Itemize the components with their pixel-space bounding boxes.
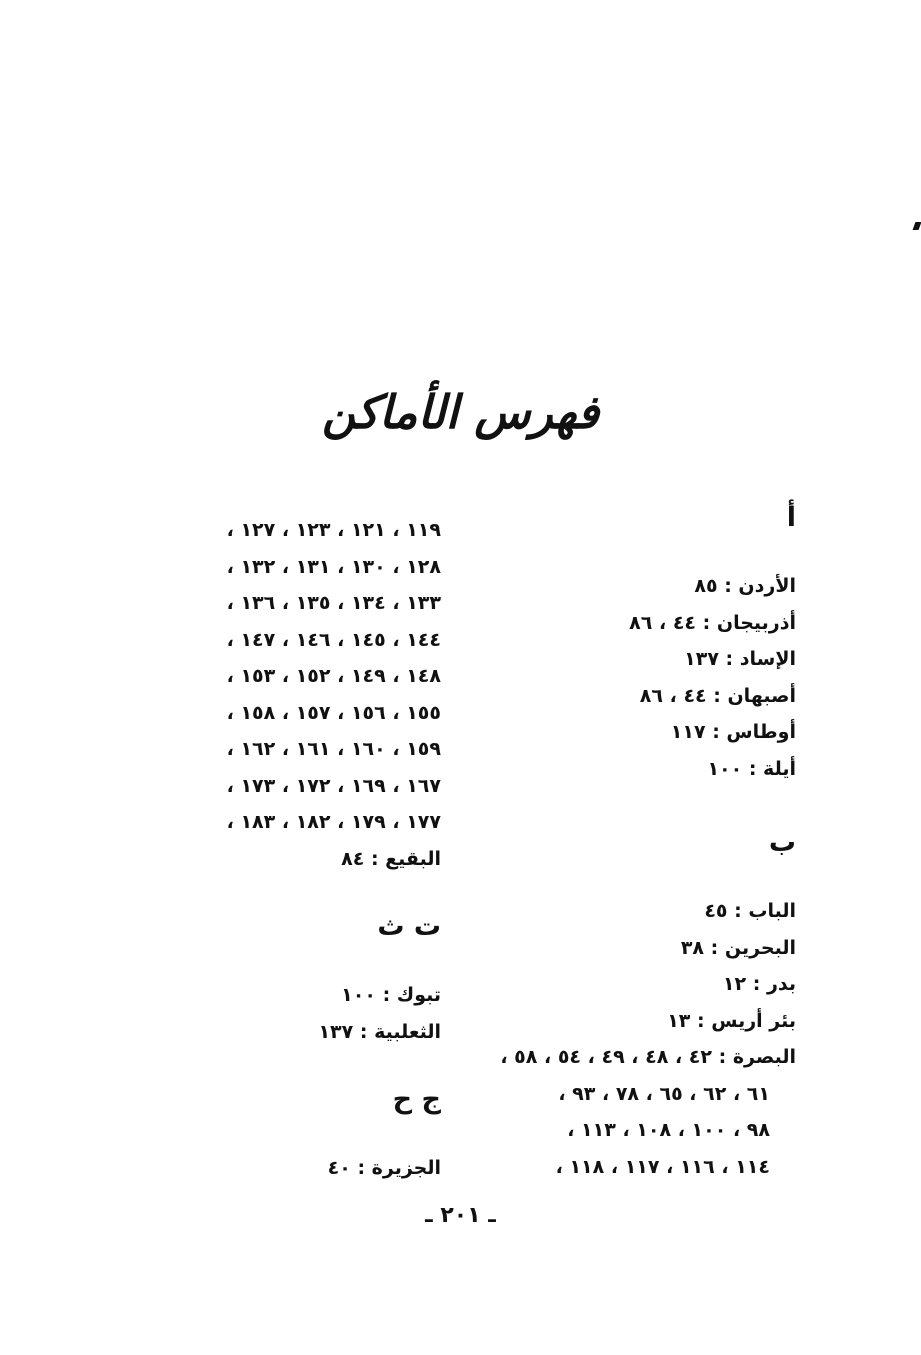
index-entry-continuation: ٩٨ ، ١٠٠ ، ١٠٨ ، ١١٣ ، [567, 1119, 770, 1141]
index-entry: البحرين : ٣٨ [680, 936, 796, 959]
index-entry-continuation: ١٧٧ ، ١٧٩ ، ١٨٢ ، ١٨٣ ، [226, 811, 441, 833]
index-entry: أيلة : ١٠٠ [707, 757, 796, 780]
index-entry: أصبهان : ٤٤ ، ٨٦ [639, 684, 796, 707]
index-column-left [121, 512, 441, 1187]
index-entry: بئر أريس : ١٣ [667, 1009, 796, 1032]
section-gap [121, 877, 441, 909]
section-letter-alif: أ [786, 502, 796, 533]
section-gap [476, 861, 796, 893]
page-number: ـ ٢٠١ ـ [425, 1203, 496, 1228]
index-entry: تبوك : ١٠٠ [341, 984, 441, 1006]
section-letter-ba: ب [768, 827, 796, 858]
index-entry-continuation: ١١٤ ، ١١٦ ، ١١٧ ، ١١٨ ، [555, 1155, 770, 1178]
section-letter-jim-ha: ج ح [392, 1084, 441, 1115]
edge-mark [913, 222, 921, 230]
section-gap [476, 536, 796, 568]
section-gap [121, 1118, 441, 1150]
section-gap [476, 787, 796, 825]
index-entry-continuation: ١٤٨ ، ١٤٩ ، ١٥٢ ، ١٥٣ ، [226, 665, 441, 687]
page-title: فهرس الأماكن [321, 385, 600, 439]
index-entry: الأردن : ٨٥ [694, 575, 796, 597]
index-entry: أوطاس : ١١٧ [670, 721, 796, 743]
index-entry: الباب : ٤٥ [704, 900, 796, 922]
index-entry-continuation: ١٢٨ ، ١٣٠ ، ١٣١ ، ١٣٢ ، [226, 555, 441, 578]
index-entry-continuation: ٦١ ، ٦٢ ، ٦٥ ، ٧٨ ، ٩٣ ، [558, 1082, 770, 1105]
index-entry-continuation: ١١٩ ، ١٢١ ، ١٢٣ ، ١٢٧ ، [226, 519, 441, 541]
index-entry-continuation: ١٥٩ ، ١٦٠ ، ١٦١ ، ١٦٢ ، [226, 738, 441, 760]
section-gap [121, 945, 441, 977]
index-entry: الإساد : ١٣٧ [684, 648, 796, 670]
index-entry: أذربيجان : ٤٤ ، ٨٦ [629, 611, 796, 634]
index-entry: بدر : ١٢ [722, 973, 796, 995]
section-letter-ta-tha: ت ث [377, 911, 441, 942]
index-column-right [476, 500, 796, 1185]
index-entry: الجزيرة : ٤٠ [327, 1157, 441, 1179]
index-entry-continuation: ١٥٥ ، ١٥٦ ، ١٥٧ ، ١٥٨ ، [226, 701, 441, 724]
section-gap [121, 1050, 441, 1082]
index-entry-continuation: ١٤٤ ، ١٤٥ ، ١٤٦ ، ١٤٧ ، [226, 628, 441, 651]
index-entry-continuation: ١٦٧ ، ١٦٩ ، ١٧٢ ، ١٧٣ ، [226, 774, 441, 797]
index-entry-basra: البصرة : ٤٢ ، ٤٨ ، ٤٩ ، ٥٤ ، ٥٨ ، [500, 1046, 796, 1068]
index-entry: الثعلبية : ١٣٧ [318, 1020, 441, 1043]
index-entry-continuation: ١٣٣ ، ١٣٤ ، ١٣٥ ، ١٣٦ ، [226, 592, 441, 614]
index-entry: البقيع : ٨٤ [341, 847, 441, 870]
